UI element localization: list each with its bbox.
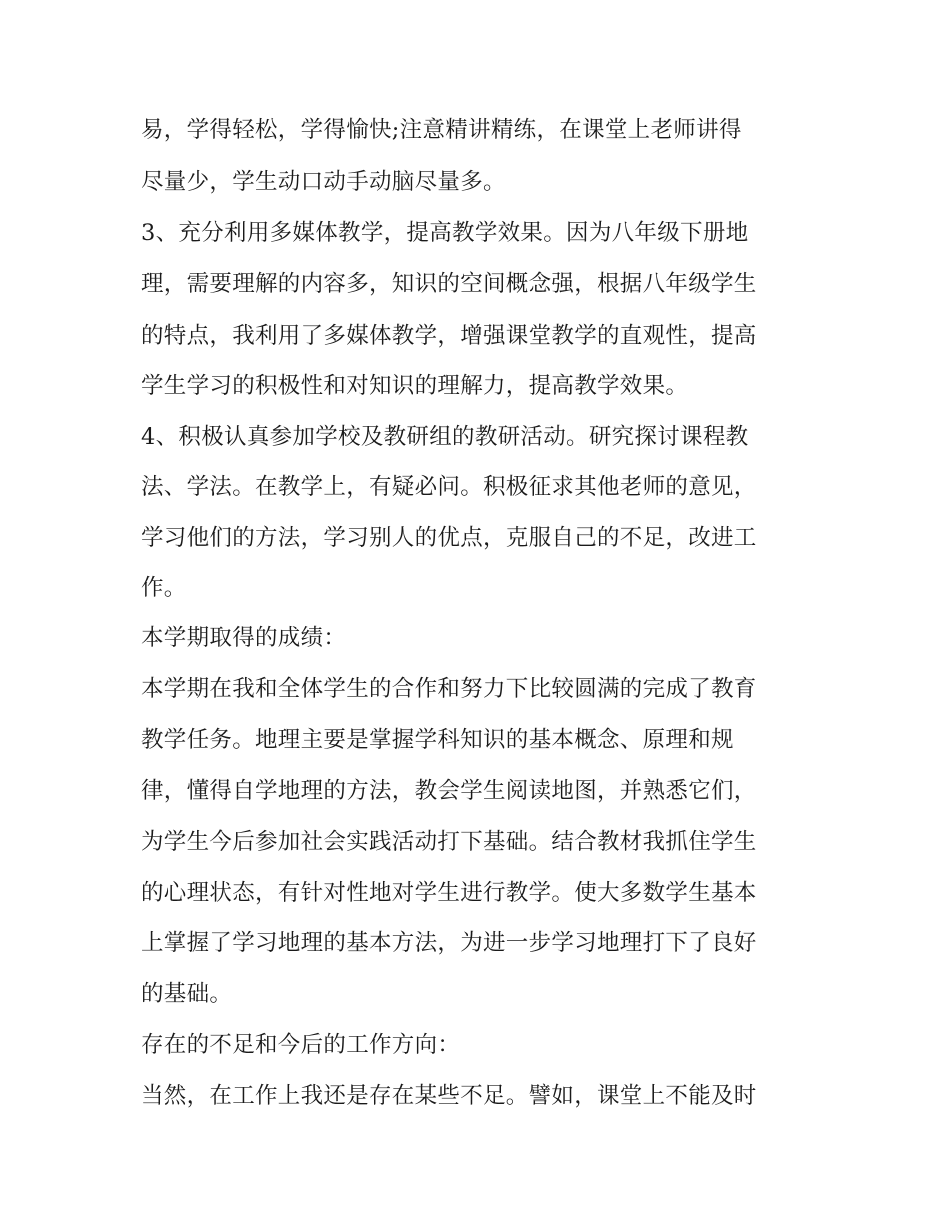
text-line: 易，学得轻松，学得愉快;注意精讲精练，在课堂上老师讲得 <box>141 117 742 143</box>
text-line: 上掌握了学习地理的基本方法，为进一步学习地理打下了良好 <box>141 930 757 956</box>
text-line: 学习他们的方法，学习别人的优点，克服自己的不足，改进工 <box>141 525 757 551</box>
text-line: 理，需要理解的内容多，知识的空间概念强，根据八年级学生 <box>141 271 757 297</box>
section-heading: 存在的不足和今后的工作方向： <box>141 1032 461 1058</box>
text-line: 本学期在我和全体学生的合作和努力下比较圆满的完成了教育 <box>141 676 757 702</box>
text-line: 为学生今后参加社会实践活动打下基础。结合教材我抓住学生 <box>141 829 757 855</box>
text-line: 当然，在工作上我还是存在某些不足。譬如，课堂上不能及时 <box>141 1083 757 1109</box>
text-line: 3、充分利用多媒体教学，提高教学效果。因为八年级下册地 <box>141 220 749 246</box>
text-line: 法、学法。在教学上，有疑必问。积极征求其他老师的意见， <box>141 474 757 500</box>
text-line: 的基础。 <box>141 981 233 1007</box>
text-line: 学生学习的积极性和对知识的理解力，提高教学效果。 <box>141 373 689 399</box>
text-line: 作。 <box>141 575 187 601</box>
text-line: 的特点，我利用了多媒体教学，增强课堂教学的直观性，提高 <box>141 323 757 349</box>
text-line: 4、积极认真参加学校及教研组的教研活动。研究探讨课程教 <box>141 424 749 450</box>
text-line: 教学任务。地理主要是掌握学科知识的基本概念、原理和规 <box>141 727 734 753</box>
section-heading: 本学期取得的成绩： <box>141 625 347 651</box>
text-line: 的心理状态，有针对性地对学生进行教学。使大多数学生基本 <box>141 880 757 906</box>
text-line: 尽量少，学生动口动手动脑尽量多。 <box>141 169 506 195</box>
text-line: 律，懂得自学地理的方法，教会学生阅读地图，并熟悉它们， <box>141 778 757 804</box>
